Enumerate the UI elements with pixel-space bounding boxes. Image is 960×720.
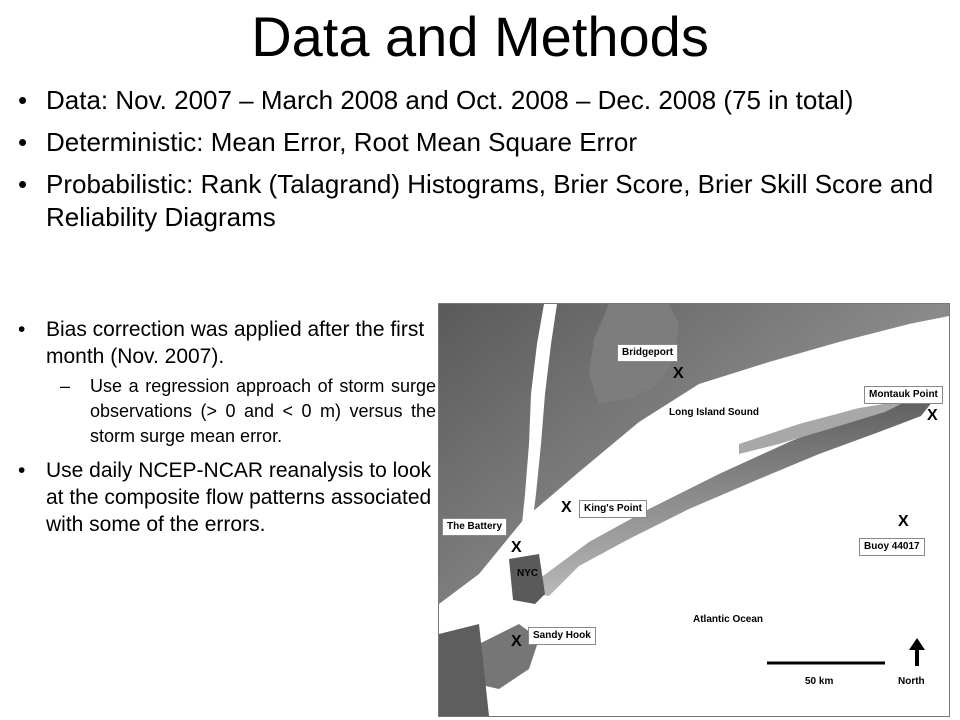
bullet-reanalysis [18,457,436,538]
bullet-text: Bias correction was applied after the first month (Nov. 2007). [46,318,425,368]
marker-sandy-hook: X [511,633,522,650]
label-the-battery: The Battery [442,518,507,536]
marker-the-battery: X [511,539,522,556]
bullet-text: Probabilistic: Rank (Talagrand) Histograms, Brier Score, Brier Skill Score and Reliability Diagrams [46,169,934,232]
bullet-dot: • [18,318,26,341]
bullet-text: Data: Nov. 2007 – March 2008 and Oct. 2008 – Dec. 2008 (75 in total) [46,85,854,115]
north-arrow-label: North [898,676,925,687]
scale-bar-label: 50 km [805,676,834,687]
sub-bullet-regression [18,374,436,449]
bullet-bias-correction [18,316,436,370]
label-sandy-hook: Sandy Hook [528,627,596,645]
bullet-text: Use daily NCEP-NCAR reanalysis to look at the composite flow patterns associated with some of the errors. [46,459,432,536]
slide-title: Data and Methods [251,5,709,68]
sub-bullet-dash: – [60,376,71,396]
label-long-island-sound: Long Island Sound [669,407,759,418]
bullet-data-period [18,84,948,117]
label-nyc: NYC [517,568,539,579]
label-bridgeport: Bridgeport [617,344,678,362]
label-montauk-point: Montauk Point [864,386,943,404]
marker-kings-point: X [561,499,572,516]
label-atlantic-ocean: Atlantic Ocean [693,614,764,625]
method-bullet-list [18,316,436,538]
bullet-probabilistic [18,168,948,234]
bullet-dot: • [18,459,26,482]
bullet-dot: • [18,169,28,199]
marker-bridgeport: X [673,365,684,382]
bullet-dot: • [18,85,28,115]
bullet-dot: • [18,127,28,157]
main-bullet-list [18,84,948,243]
marker-buoy-44017: X [898,513,909,530]
bullet-deterministic [18,126,948,159]
sub-bullet-text: Use a regression approach of storm surge observations (> 0 and < 0 m) versus the storm surge mean error. [90,376,436,446]
marker-montauk-point: X [927,407,938,424]
bullet-text: Deterministic: Mean Error, Root Mean Square Error [46,127,637,157]
long-island-map [438,303,950,717]
label-kings-point: King's Point [579,500,647,518]
map-terrain [439,304,949,716]
label-buoy-44017: Buoy 44017 [859,538,925,556]
